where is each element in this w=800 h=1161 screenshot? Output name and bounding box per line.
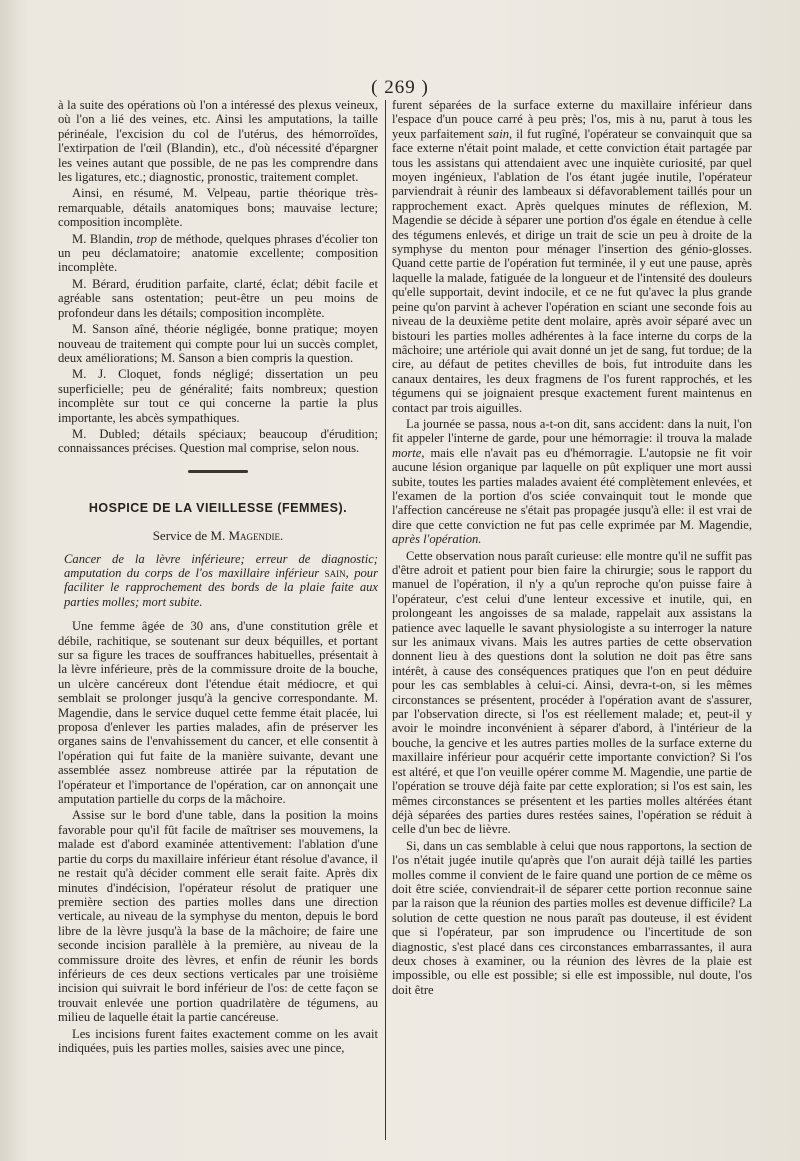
paragraph xyxy=(392,98,752,415)
paragraph: M. J. Cloquet, fonds négligé; dissertation un peu superficielle; peu de généralité; faits nombreux; question incomplète sur tout ce qui concerne la partie la plus importante, les abcès sympathiques. xyxy=(58,367,378,425)
column-divider xyxy=(385,100,386,1140)
text-run: Cancer de la lèvre inférieure; erreur de diagnostic; amputation du corps de l'os maxillaire inférieur xyxy=(64,551,378,580)
italic-text: sain xyxy=(488,126,510,141)
text-run: , pour faciliter le rapprochement des bords de la plaie faite aux parties molles; mort subite. xyxy=(64,565,378,609)
paragraph: M. Sanson aîné, théorie négligée, bonne pratique; moyen nouveau de traitement qui compte pour lui un succès complet, deux améliorations; M. Sanson a bien compris la question. xyxy=(58,322,378,365)
paragraph: Les incisions furent faites exactement comme on les avait indiquées, puis les parties molles, saisies avec une pince, xyxy=(58,1026,378,1055)
paragraph xyxy=(392,417,752,547)
text-run: M. Blandin, xyxy=(72,231,133,246)
section-heading: HOSPICE DE LA VIEILLESSE (FEMMES). xyxy=(88,500,348,515)
right-column xyxy=(392,98,752,997)
text-run: furent séparées de la surface externe du maxillaire inférieur dans l'espace d'un pouce carré à peu près; l'os, mis à nu, parut à tous les yeux parfaitement xyxy=(392,98,752,141)
text-run: Service de M. xyxy=(152,528,226,544)
italic-text: trop xyxy=(136,231,157,246)
left-column xyxy=(58,98,378,1055)
paragraph xyxy=(58,232,378,275)
text-run: de méthode, quelques phrases d'écolier ton un peu déclamatoire; anatomie excellente; composition incomplète. xyxy=(58,231,378,275)
text-run: , mais elle n'avait pas eu d'hémorragie. L'autopsie ne fit voir aucune lésion organique par laquelle on pût expliquer une mort aussi subite, toutes les parties malades avaient été complètement enlevées, et l'examen de la portion d'os sciée convainquit tout le monde que l'affection cancéreuse ne s'était pas propagée jusqu'à elle: il est vrai de dire que cette conviction ne fut pas celle exprimée par M. Magendie, xyxy=(392,445,752,532)
emphasis-sain: sain xyxy=(324,565,346,580)
paragraph: Une femme âgée de 30 ans, d'une constitution grêle et débile, rachitique, se soutenant sur deux béquilles, et portant sur sa figure les traces de souffrances habituelles, présentait à la lèvre inférieure, près de la commissure droite de la bouche, un ulcère cancéreux dont l'étendue était médiocre, et qui semblait se prolonger jusqu'à la gencive correspondante. M. Magendie, dans le service duquel cette femme était placée, lui proposa d'enlever les parties malades, afin de préserver les organes sains de l'envahissement du cancer, et elle consentit à l'opération qui fut faite de la manière suivante, devant une assemblée assez nombreuse attirée par la réputation de l'opérateur et l'importance de l'opération, car on annonçait une amputation partielle du corps de la mâchoire. xyxy=(58,619,378,807)
italic-text: morte xyxy=(392,445,422,460)
section-separator xyxy=(188,470,248,473)
italic-text: après l'opération. xyxy=(392,532,482,547)
surgeon-name: Magendie. xyxy=(228,528,284,544)
paragraph: M. Bérard, érudition parfaite, clarté, éclat; débit facile et agréable sans ostentation; peut-être un peu moins de profondeur dans les détails; composition incomplète. xyxy=(58,276,378,320)
paragraph: Si, dans un cas semblable à celui que nous rapportons, la section de l'os n'était jugée inutile qu'après que l'on aurait déjà taillé les parties molles comme il convient de le faire quand une portion de ce même os doit être sciée, conviendrait-il de séparer cette portion reconnue saine par la raison que la réunion des parties molles est devenue difficile? La solution de cette question ne nous paraît pas douteuse, il est évident que si l'opérateur, par son imprudence ou l'incertitude de son diagnostic, s'est placé dans ces circonstances embarrassantes, il aura deux choses à examiner, ou la réunion des lèvres de la plaie est impossible, ou elle est possible; si elle est impossible, nul doute, l'os doit être xyxy=(392,838,752,997)
paragraph: M. Dubled; détails spéciaux; beaucoup d'érudition; connaissances précises. Question mal comprise, selon nous. xyxy=(58,426,378,456)
text-run: , il fut rugîné, l'opérateur se convainquit que sa face externe n'était point malade, et cette conviction était partagée par tous les assistans qui attendaient avec une inquiète curiosité, par quel moyen ingénieux, l'ablation de l'os étant jugée inutile, l'opérateur parviendrait à réunir des lambeaux si défavorablement taillés pour un rapprochement exact. Après quelques minutes de réflexion, M. Magendie se décide à séparer une portion d'os égale en étendue à celle des tégumens enlevés, et dirige un trait de scie un peu à droite de la symphyse du menton pour ménager l'insertion des génio-glosses. Quand cette partie de l'opération fut terminée, il y eut une pause, après laquelle la malade, fatiguée de la longueur et de l'intensité des douleurs qu'elle supportait, devint indocile, et ce ne fut qu'avec la plus grande peine qu'on parvint à achever l'opération en sciant une seconde fois au niveau de la deuxième petite dent molaire, après avoir séparé avec un bistouri les parties molles adhérentes à la face interne du corps de la mâchoire; une artériole qui avait donné un jet de sang, fut tordue; de la cire, au défaut de petites chevilles de bois, fut introduite dans les canaux dentaires, les deux fragmens de l'os furent rapprochés, et les tégumens qui se joignaient presque exactement furent maintenus en contact par trois aiguilles. xyxy=(392,126,752,415)
service-heading xyxy=(58,529,378,543)
case-summary xyxy=(58,552,378,610)
paragraph: Cette observation nous paraît curieuse: elle montre qu'il ne suffit pas d'être adroit et patient pour bien faire la chirurgie; sous le rapport du manuel de l'opération, il n'y a qu'un reproche qu'on puisse faire à l'opérateur, c'est celui d'une lenteur excessive et inutile, qui, en prolongeant les angoisses de sa malade, rappelait aux assistans la patience avec laquelle le savant physiologiste a su interroger la nature sur les animaux vivans. Mais les autres parties de cette observation donnent lieu à des questions dont la solution ne doit pas être sans intérêt, à cause des conséquences pratiques que l'on en peut déduire pour les cas semblables à celui-ci. Ainsi, devra-t-on, si les mêmes circonstances se présentent, procéder à l'opération avant de s'assurer, par l'observation directe, si l'os est réellement malade; et, peut-il y avoir le moindre inconvénient à séparer d'abord, à l'intérieur de la bouche, la gencive et les autres parties molles de la surface externe du maxillaire inférieur pour acquérir cette importante conviction? Si l'os est altéré, et que l'on veuille opérer comme M. Magendie, une partie de l'opération se trouve déjà faite par cette exploration; si l'os est sain, les mêmes circonstances se présentent et les parties molles altérées étant déjà séparées des parties dures restées saines, l'opération se réduit à celle d'un bec de lièvre. xyxy=(392,548,752,837)
paragraph: à la suite des opérations où l'on a intéressé des plexus veineux, où l'on a lié des veines, etc. Ainsi les amputations, la taille périnéale, l'excision du col de l'utérus, des hémorroïdes, l'extirpation de l'œil (Blandin), etc., d'où nécessité d'épargner les veines autant que possible, de ne pas les comprendre dans les ligatures, etc.; diagnostic, pronostic, traitement complet. xyxy=(58,98,378,185)
page-number: ( 269 ) xyxy=(371,77,429,98)
paragraph: Assise sur le bord d'une table, dans la position la moins favorable pour qu'il fût facile de maîtriser ses mouvemens, la malade est d'abord examinée attentivement: l'ablation d'une partie du corps du maxillaire inférieur étant résolue d'avance, il ne restait qu'à décider comment elle serait faite. Après dix minutes d'indécision, l'opérateur résolut de pratiquer une première section des parties molles dans une direction verticale, au niveau de la symphyse du menton, depuis le bord libre de la lèvre jusqu'à la base de la mâchoire; de faire une seconde incision parallèle à la première, au niveau de la commissure droite des lèvres, et enfin de réunir les bords inférieurs de ces deux sections verticales par une troisième incision qui suivrait le bord inférieur de l'os: de cette façon se trouvait enlevée une portion quadrilatère de tégumens, au milieu de laquelle était la partie cancéreuse. xyxy=(58,808,378,1025)
paragraph: Ainsi, en résumé, M. Velpeau, partie théorique très-remarquable, détails anatomiques bons; mauvaise lecture; composition incomplète. xyxy=(58,186,378,230)
text-run: La journée se passa, nous a-t-on dit, sans accident: dans la nuit, l'on fit appeler l'interne de garde, pour une hémorragie: il trouva la malade xyxy=(392,416,752,446)
